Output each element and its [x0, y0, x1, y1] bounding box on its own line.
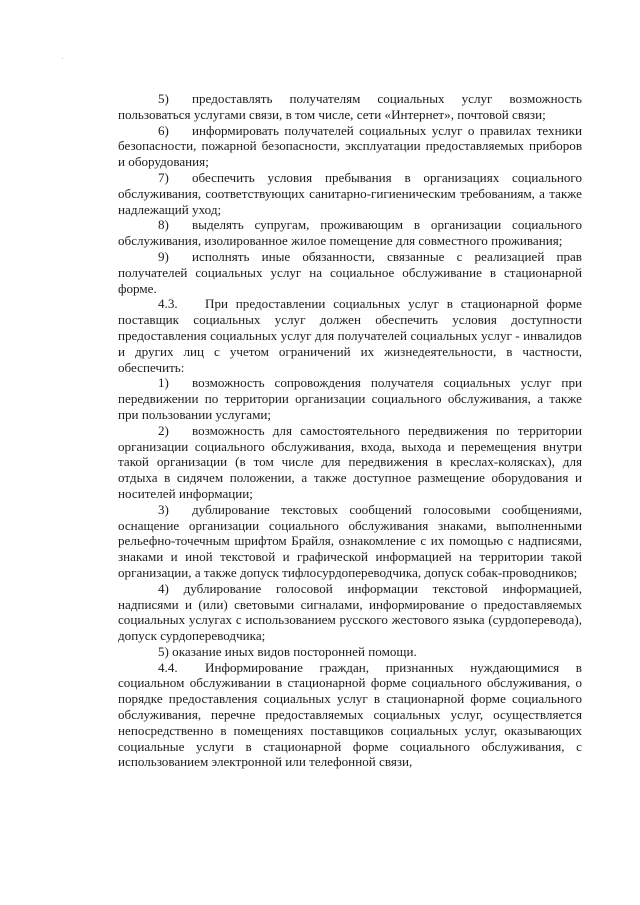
section-text: Информирование граждан, признанных нуждающимися в социальном обслуживании в стационарной форме социального обслуживания, о порядке предоставления социальных услуг в стационарной форме социального обслуживания, перечне предоставляемых социальных услуг, осуществляется непосредственно в помещениях поставщиков социальных услуг, оказывающих социальные услуги в стационарной форме социального обслуживания, с использованием электронной или телефонной связи, — [118, 659, 582, 770]
item-number: 7) — [158, 169, 169, 185]
item-text: информировать получателей социальных услуг о правилах техники безопасности, пожарной безопасности, эксплуатации предоставляемых приборов и оборудования; — [118, 122, 582, 170]
item-text: возможность сопровождения получателя социальных услуг при передвижении по территории организации социального обслуживания, а также при пользовании услугами; — [118, 375, 582, 422]
document-body — [118, 91, 582, 770]
item-text: выделять супругам, проживающим в организации социального обслуживания, изолированное жилое помещение для совместного проживания; — [118, 217, 582, 249]
section-number: 4.3. — [158, 296, 178, 312]
item-text: исполнять иные обязанности, связанные с реализацией прав получателей социальных услуг на социальное обслуживание в стационарной форме. — [118, 248, 582, 296]
item-number: 6) — [158, 122, 169, 138]
item-text: дублирование текстовых сообщений голосовыми сообщениями, оснащение организации социального обслуживания знаками, выполненными рельефно-точечным шрифтом Брайля, ознакомление с их помощью с надписями, знаками и иной текстовой и графической информацией на территории такой организации, а также допуск тифлосурдопереводчика, допуск собак-проводников; — [118, 501, 582, 580]
list-item-5b — [118, 644, 582, 660]
list-item-2 — [118, 423, 582, 502]
item-number: 5) — [158, 91, 169, 106]
item-number: 1) — [158, 375, 169, 391]
list-item-7 — [118, 170, 582, 217]
item-text: 5) оказание иных видов посторонней помощи. — [158, 643, 417, 659]
list-item-5 — [118, 91, 582, 123]
item-number: 3) — [158, 501, 169, 517]
section-4-3 — [118, 296, 582, 375]
list-item-6 — [118, 123, 582, 170]
list-item-8 — [118, 217, 582, 249]
item-text: возможность для самостоятельного передвижения по территории организации социального обслуживания, входа, выхода и перемещения внутри такой организации (в том числе для передвижения в креслах-колясках), для отдыха в сидячем положении, а также доступное размещение оборудования и носителей информации; — [118, 422, 582, 501]
section-number: 4.4. — [158, 659, 178, 675]
list-item-9 — [118, 249, 582, 296]
list-item-3 — [118, 502, 582, 581]
item-text: предоставлять получателям социальных услуг возможность пользоваться услугами связи, в том числе, сети «Интернет», почтовой связи; — [118, 91, 582, 122]
list-item-4 — [118, 581, 582, 644]
item-number: 2) — [158, 422, 169, 438]
item-number: 9) — [158, 248, 169, 264]
item-text: 4) дублирование голосовой информации текстовой информацией, надписями и (или) световыми сигналами, информирование о предоставляемых социальных услугах с использованием русского жестового языка (сурдоперевода), допуск сурдопереводчика; — [118, 580, 582, 644]
section-4-4 — [118, 660, 582, 771]
item-number: 8) — [158, 217, 169, 233]
scan-dot — [62, 58, 63, 59]
list-item-1 — [118, 375, 582, 422]
section-text: При предоставлении социальных услуг в стационарной форме поставщик социальных услуг должен обеспечить условия доступности предоставления социальных услуг для получателей социальных услуг - инвалидов и других лиц с учетом ограничений их жизнедеятельности, в частности, обеспечить: — [118, 296, 582, 375]
item-text: обеспечить условия пребывания в организациях социального обслуживания, соответствующих санитарно-гигиеническим требованиям, а также надлежащий уход; — [118, 169, 582, 217]
